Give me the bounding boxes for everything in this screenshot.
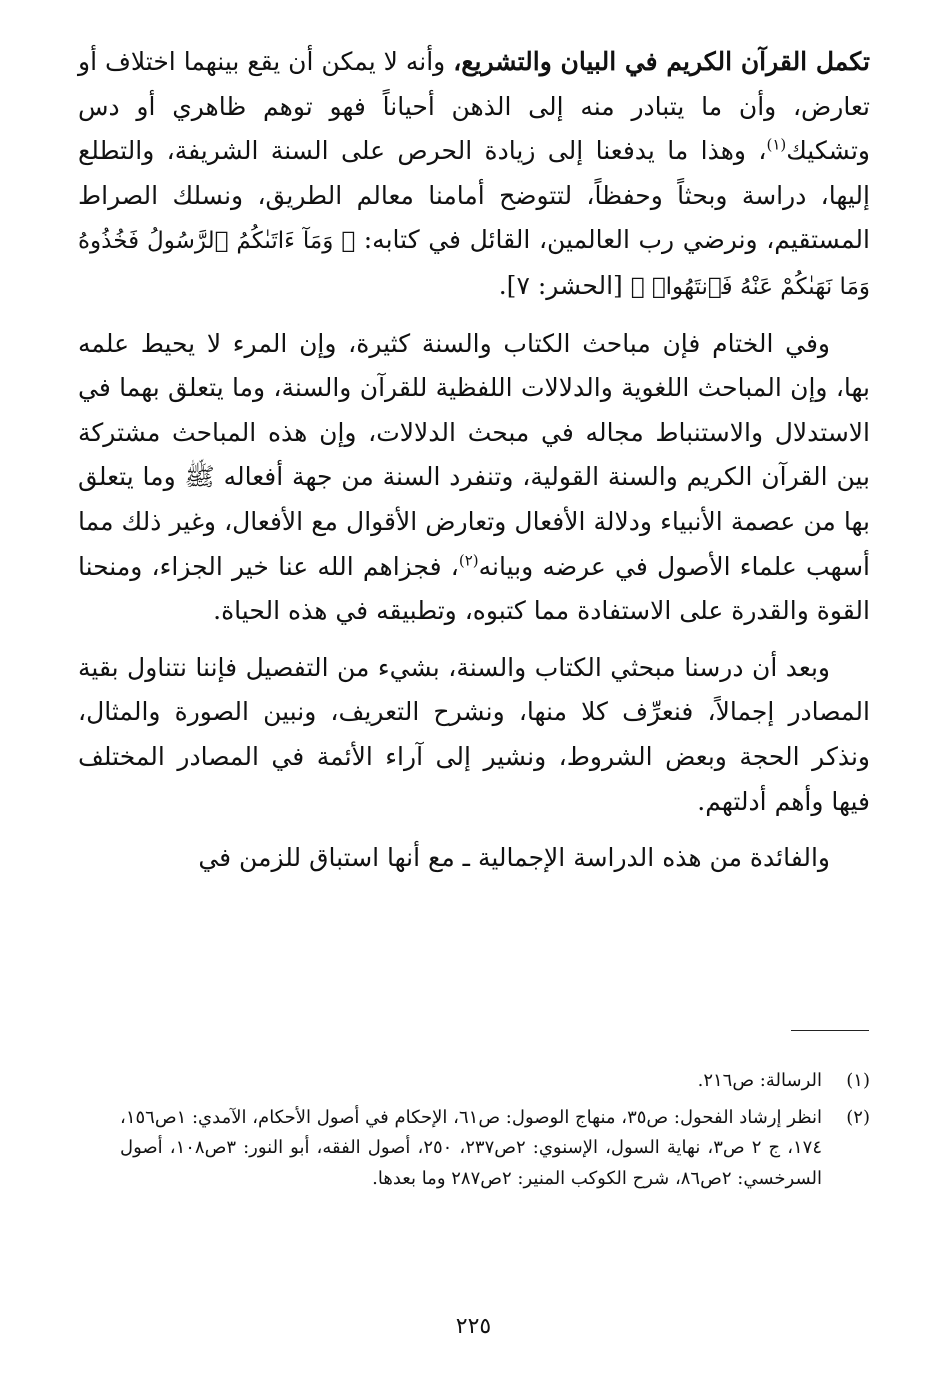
page-number: ٢٢٥ bbox=[455, 1314, 492, 1339]
footnotes bbox=[120, 1066, 870, 1200]
footnote-2-text: انظر إرشاد الفحول: ص٣٥، منهاج الوصول: ص٦١، الإحكام في أصول الأحكام، الآمدي: ١ص١٥٦، ١٧٤، ج ٢ ص٣، نهاية السول، الإسنوي: ٢ص٢٣٧، ٢٥٠، أصول الفقه، أبو النور: ٣ص١٠٨، أصول السرخسي: ٢ص٨٦، شرح الكوكب المنير: ٢ص٢٨٧ وما بعدها. bbox=[120, 1106, 823, 1189]
footnote-1-text: الرسالة: ص٢١٦. bbox=[697, 1070, 822, 1091]
quran-citation: [الحشر: ٧]. bbox=[498, 270, 631, 300]
footnote-ref-1[interactable]: (١) bbox=[766, 135, 787, 154]
paragraph-1 bbox=[78, 40, 870, 310]
paragraph-1-text-a: وأنه لا يمكن أن يقع بينهما اختلاف أو تعارض، وأن ما يتبادر منه إلى الذهن أحياناً فهو توهم ظاهري أو دس وتشكيك bbox=[78, 47, 870, 166]
paragraph-2 bbox=[78, 322, 870, 634]
paragraph-1-text-b: ، وهذا ما يدفعنا إلى زيادة الحرص على السنة الشريفة، والتطلع إليها، دراسة وبحثاً وحفظاً، لتتوضح أمامنا معالم الطريق، ونسلك الصراط المستقيم، ونرضي رب العالمين، القائل في كتابه: bbox=[78, 136, 870, 255]
paragraph-2-text-b: ، فجزاهم الله عنا خير الجزاء، ومنحنا القوة والقدرة على الاستفادة مما كتبوه، وتطبيقه في هذه الحياة. bbox=[78, 551, 870, 626]
paragraph-1-lead: تكمل القرآن الكريم في البيان والتشريع، bbox=[453, 47, 870, 76]
footnote-1 bbox=[120, 1066, 870, 1097]
footnote-2-number: (٢) bbox=[846, 1106, 870, 1128]
paragraph-4 bbox=[78, 836, 870, 881]
paragraph-3-text: وبعد أن درسنا مبحثي الكتاب والسنة، بشيء من التفصيل فإننا نتناول بقية المصادر إجمالاً، فنعرِّف كلا منها، ونشرح التعريف، ونبين الصورة والمثال، ونذكر الحجة وبعض الشروط، ونشير إلى آراء الأئمة في المصادر المختلف فيها وأهم أدلتهم. bbox=[78, 652, 870, 816]
footnote-2 bbox=[120, 1103, 870, 1195]
paragraph-4-text: والفائدة من هذه الدراسة الإجمالية ـ مع أنها استباق للزمن في bbox=[198, 843, 830, 873]
paragraph-3 bbox=[78, 646, 870, 824]
footnote-ref-2[interactable]: (٢) bbox=[458, 551, 479, 570]
footnote-1-number: (١) bbox=[846, 1070, 870, 1091]
quran-verse: ﴿ وَمَآ ءَاتَىٰكُمُ ٱلرَّسُولُ فَخُذُوهُ وَمَا نَهَىٰكُمْ عَنْهُ فَٱنتَهُوا۟ ﴾ bbox=[78, 228, 870, 300]
footnote-divider bbox=[791, 1030, 869, 1031]
main-text bbox=[78, 40, 870, 881]
paragraph-2-text-a: وفي الختام فإن مباحث الكتاب والسنة كثيرة، وإن المرء لا يحيط علمه بها، وإن المباحث اللغوية والدلالات اللفظية للقرآن والسنة، وما يتعلق بهما في الاستدلال والاستنباط مجاله في مبحث الدلالات، وإن هذه المباحث مشتركة بين القرآن الكريم والسنة القولية، وتنفرد السنة من جهة أفعاله ﷺ وما يتعلق بها من عصمة الأنبياء ودلالة الأفعال وتعارض الأقوال مع الأفعال، وغير ذلك مما أسهب علماء الأصول في عرضه وبيانه bbox=[78, 328, 870, 581]
page-body bbox=[78, 40, 870, 893]
